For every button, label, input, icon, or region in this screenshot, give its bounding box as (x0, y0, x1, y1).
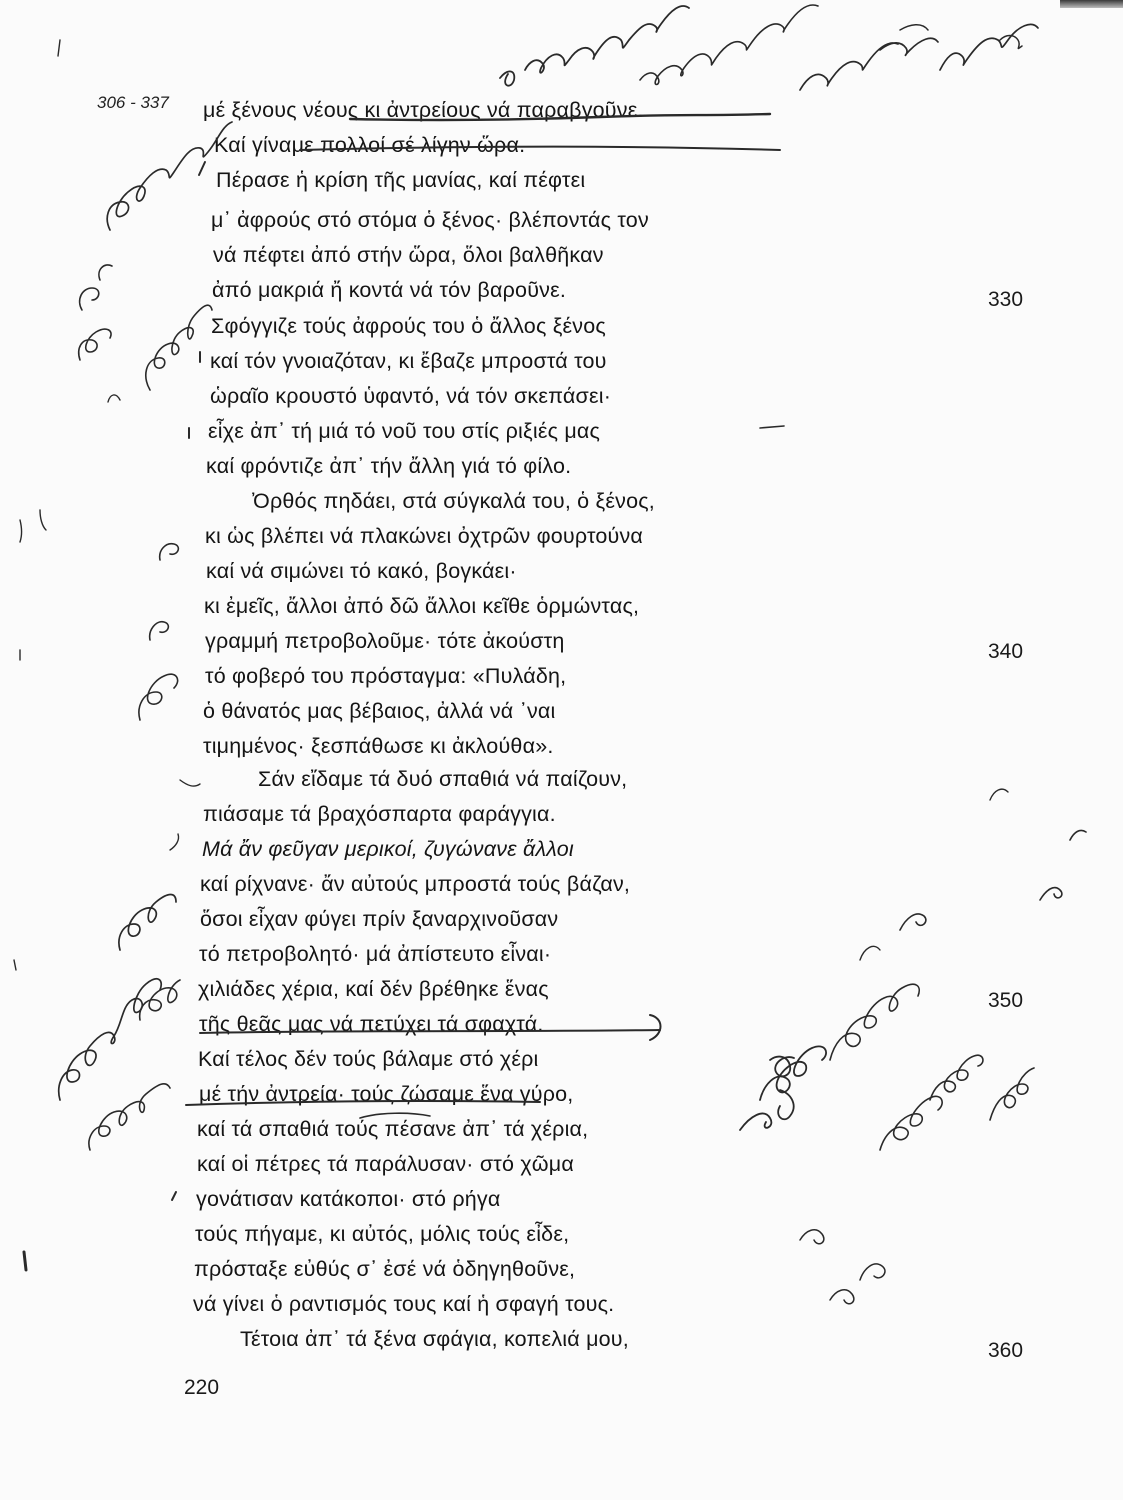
poem-line-13: κι ὡς βλέπει νά πλακώνει ὀχτρῶν φουρτούνα (205, 524, 644, 548)
poem-line-25: τό πετροβολητό· μά ἀπίστευτο εἶναι· (199, 942, 552, 966)
poem-line-11: καί φρόντιζε ἀπ᾽ τήν ἄλλη γιά τό φίλο. (206, 454, 572, 478)
poem-line-20: Σάν εἴδαμε τά δυό σπαθιά νά παίζουν, (258, 767, 628, 791)
poem-line-27: τῆς θεᾶς μας νά πετύχει τά σφαχτά. (199, 1012, 544, 1036)
poem-line-14: καί νά σιμώνει τό κακό, βογκάει· (206, 559, 517, 583)
poem-line-2: Καί γίναμε πολλοί σέ λίγην ὥρα. (214, 133, 526, 157)
poem-line-18: ὁ θάνατός μας βέβαιος, ἀλλά νά ᾽ναι (203, 699, 556, 723)
poem-line-33: τούς πήγαμε, κι αὐτός, μόλις τούς εἶδε, (195, 1222, 570, 1246)
poem-line-29: μέ τήν ἀντρεία· τούς ζώσαμε ἕνα γύρο, (199, 1082, 574, 1106)
poem-line-28: Καί τέλος δέν τούς βάλαμε στό χέρι (198, 1047, 539, 1071)
poem-line-36: Τέτοια ἀπ᾽ τά ξένα σφάγια, κοπελιά μου, (240, 1327, 629, 1351)
poem-line-22: Μά ἄν φεῦγαν μερικοί, ζυγώνανε ἄλλοι (202, 837, 574, 861)
poem-line-5: νά πέφτει ἀπό στήν ὥρα, ὅλοι βαλθῆκαν (213, 243, 604, 267)
poem-line-1: μέ ξένους νέους κι ἀντρείους νά παραβγοῦνε. (203, 98, 644, 122)
line-number-360: 360 (988, 1339, 1024, 1362)
poem-line-8: καί τόν γνοιαζόταν, κι ἔβαζε μπροστά του (210, 349, 607, 373)
poem-line-16: γραμμή πετροβολοῦμε· τότε ἀκούστη (205, 629, 565, 653)
poem-line-4: μ᾽ ἀφρούς στό στόμα ὁ ξένος· βλέποντάς τον (211, 208, 649, 232)
page-number: 220 (184, 1376, 220, 1399)
poem-line-30: καί τά σπαθιά τούς πέσανε ἀπ᾽ τά χέρια, (197, 1117, 589, 1141)
poem-line-9: ὡραῖο κρουστό ὑφαντό, νά τόν σκεπάσει· (210, 384, 612, 408)
line-number-340: 340 (988, 640, 1024, 663)
poem-line-10: εἶχε ἀπ᾽ τή μιά τό νοῦ του στίς ριξιές μας (208, 419, 601, 443)
verse-range-label: 306 - 337 (97, 93, 169, 112)
poem-line-3: Πέρασε ἡ κρίση τῆς μανίας, καί πέφτει (216, 168, 586, 192)
line-number-330: 330 (988, 288, 1024, 311)
poem-line-12: Ὀρθός πηδάει, στά σύγκαλά του, ὁ ξένος, (252, 489, 655, 513)
poem-line-17: τό φοβερό του πρόσταγμα: «Πυλάδη, (205, 664, 567, 688)
poem-line-32: γονάτισαν κατάκοποι· στό ρήγα (196, 1187, 501, 1211)
poem-line-15: κι ἐμεῖς, ἄλλοι ἀπό δῶ ἄλλοι κεῖθε ὁρμώντας, (204, 594, 640, 618)
line-number-350: 350 (988, 989, 1024, 1012)
poem-line-26: χιλιάδες χέρια, καί δέν βρέθηκε ἕνας (198, 977, 549, 1001)
poem-line-21: πιάσαμε τά βραχόσπαρτα φαράγγια. (203, 802, 556, 826)
poem-line-34: πρόσταξε εὐθύς σ᾽ ἐσέ νά ὁδηγηθοῦνε, (194, 1257, 576, 1281)
poem-line-35: νά γίνει ὁ ραντισμός τους καί ἡ σφαγή τους. (193, 1292, 615, 1316)
poem-line-7: Σφόγγιζε τούς ἀφρούς του ὁ ἄλλος ξένος (211, 314, 606, 338)
poem-line-6: ἀπό μακριά ἤ κοντά νά τόν βαροῦνε. (212, 278, 567, 302)
poem-line-31: καί οἱ πέτρες τά παράλυσαν· στό χῶμα (197, 1152, 575, 1176)
poem-line-19: τιμημένος· ξεσπάθωσε κι ἀκλούθα». (203, 734, 554, 758)
poem-line-24: ὅσοι εἶχαν φύγει πρίν ξαναρχινοῦσαν (200, 907, 559, 931)
poem-line-23: καί ρίχνανε· ἄν αὐτούς μπροστά τούς βάζαν, (200, 872, 631, 896)
